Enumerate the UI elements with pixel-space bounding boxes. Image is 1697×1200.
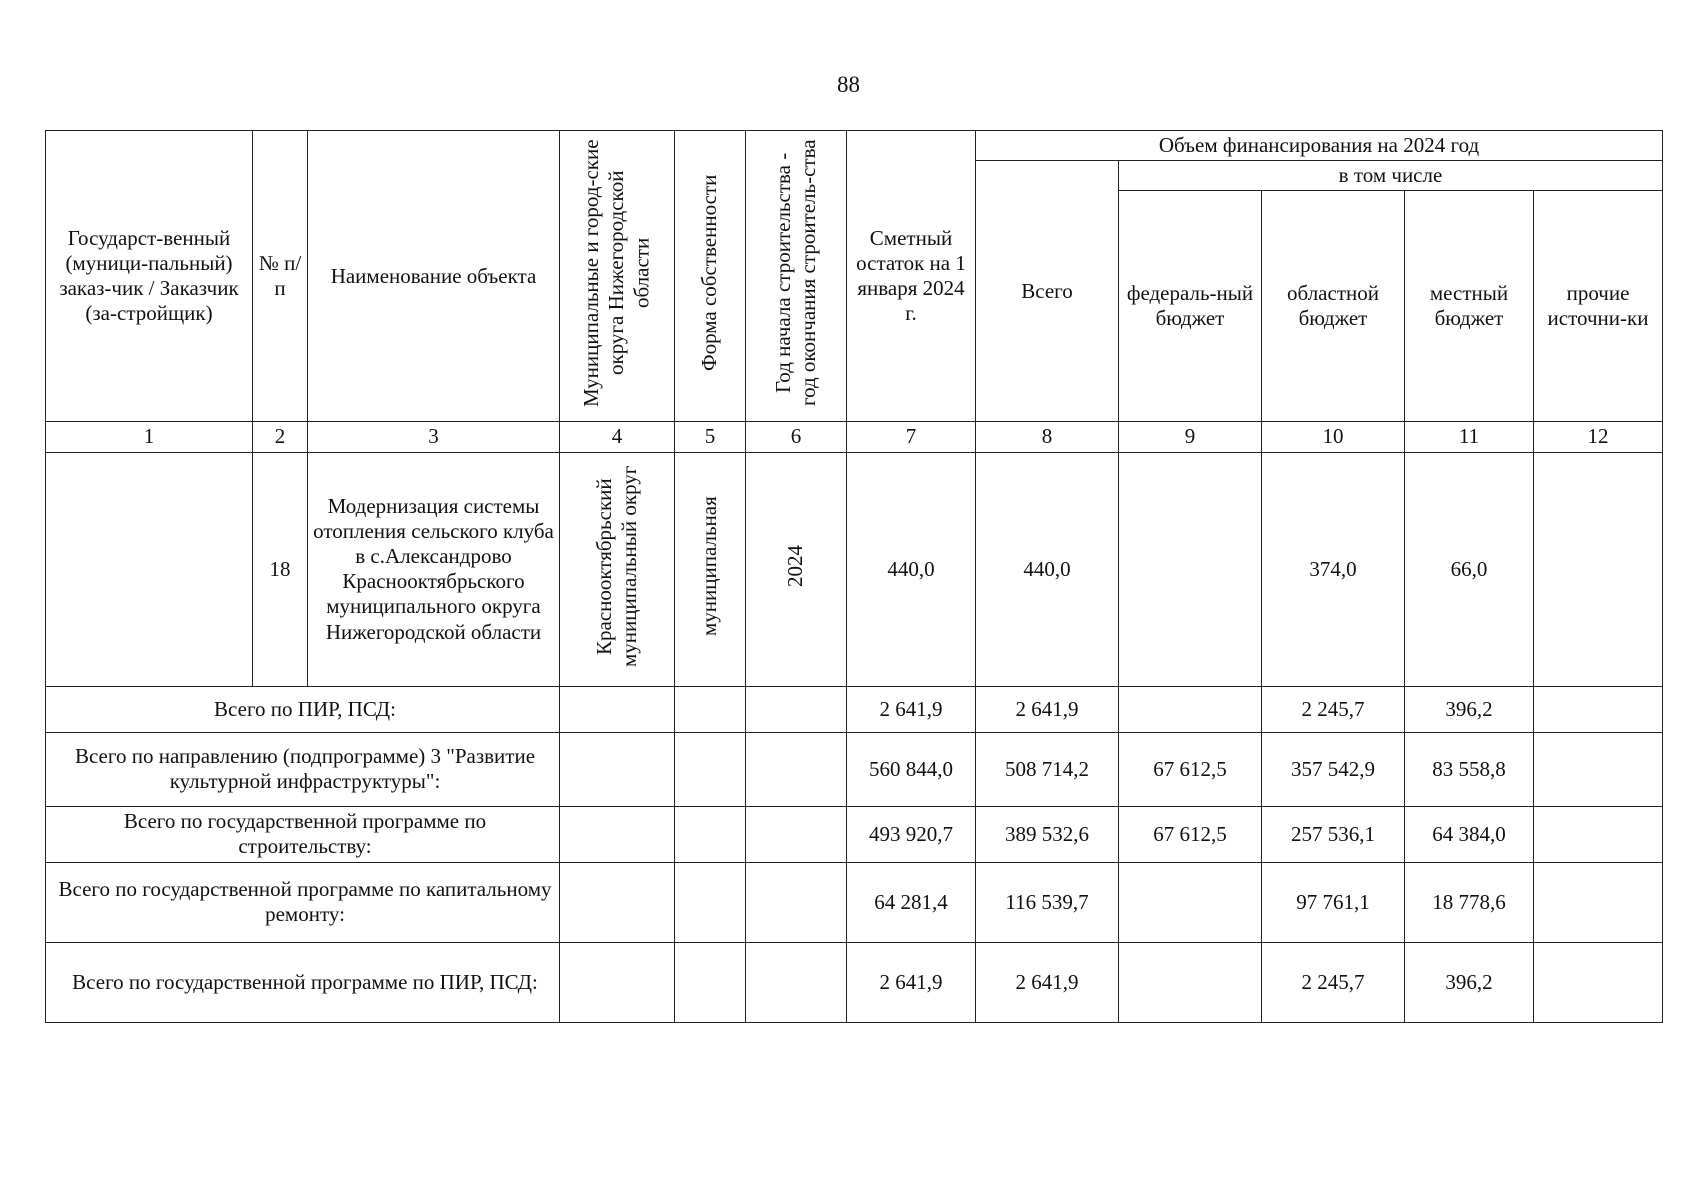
summary-estimate: 64 281,4 — [847, 862, 976, 942]
page-number: 88 — [837, 72, 860, 97]
summary-estimate: 493 920,7 — [847, 806, 976, 862]
header-ownership: Форма собственности — [697, 174, 722, 372]
header-funding: Объем финансирования на 2024 год — [976, 131, 1663, 161]
header-other: прочие источни-ки — [1534, 191, 1663, 422]
summary-total: 116 539,7 — [976, 862, 1119, 942]
summary-regional: 2 245,7 — [1262, 942, 1405, 1022]
summary-label: Всего по направлению (подпрограмме) 3 "Развитие культурной инфраструктуры": — [46, 732, 560, 806]
object-years: 2024 — [783, 545, 808, 588]
column-number: 8 — [976, 422, 1119, 452]
summary-label: Всего по государственной программе по капитальному ремонту: — [46, 862, 560, 942]
summary-regional: 2 245,7 — [1262, 686, 1405, 732]
object-total: 440,0 — [976, 452, 1119, 686]
summary-local: 396,2 — [1405, 942, 1534, 1022]
summary-row — [46, 806, 1663, 862]
column-number: 4 — [560, 422, 675, 452]
summary-regional: 97 761,1 — [1262, 862, 1405, 942]
column-number: 2 — [253, 422, 308, 452]
summary-local: 396,2 — [1405, 686, 1534, 732]
column-number: 1 — [46, 422, 253, 452]
summary-row — [46, 732, 1663, 806]
header-years: Год начала строительства - год окончания строитель-ства — [770, 139, 820, 407]
summary-federal: 67 612,5 — [1119, 806, 1262, 862]
summary-empty — [675, 862, 746, 942]
object-federal — [1119, 452, 1262, 686]
summary-other — [1534, 686, 1663, 732]
summary-other — [1534, 732, 1663, 806]
object-ownership-cell — [675, 452, 746, 686]
summary-empty — [560, 862, 675, 942]
summary-label: Всего по государственной программе по строительству: — [46, 806, 560, 862]
summary-estimate: 2 641,9 — [847, 686, 976, 732]
header-customer: Государст-венный (муници-пальный) заказ-чик / Заказчик (за-стройщик) — [46, 131, 253, 422]
header-federal: федераль-ный бюджет — [1119, 191, 1262, 422]
column-number: 7 — [847, 422, 976, 452]
summary-federal — [1119, 942, 1262, 1022]
summary-local: 18 778,6 — [1405, 862, 1534, 942]
summary-row — [46, 862, 1663, 942]
summary-local: 83 558,8 — [1405, 732, 1534, 806]
funding-table — [45, 130, 1663, 1023]
column-number: 12 — [1534, 422, 1663, 452]
header-ownership-cell — [675, 131, 746, 422]
summary-empty — [560, 942, 675, 1022]
header-municipality: Муниципальные и город-ские округа Нижегородской области — [579, 139, 654, 407]
header-regional: областной бюджет — [1262, 191, 1405, 422]
summary-total: 508 714,2 — [976, 732, 1119, 806]
object-other — [1534, 452, 1663, 686]
object-num: 18 — [253, 452, 308, 686]
object-municipality: Краснооктябрьский муниципальный округ — [591, 465, 641, 667]
object-row — [46, 452, 1663, 686]
summary-total: 389 532,6 — [976, 806, 1119, 862]
header-years-cell — [746, 131, 847, 422]
summary-empty — [746, 732, 847, 806]
header-including: в том числе — [1119, 161, 1663, 191]
summary-empty — [746, 862, 847, 942]
object-ownership: муниципальная — [697, 496, 722, 636]
summary-row — [46, 942, 1663, 1022]
object-estimate: 440,0 — [847, 452, 976, 686]
summary-empty — [746, 686, 847, 732]
column-number: 6 — [746, 422, 847, 452]
column-number: 10 — [1262, 422, 1405, 452]
object-regional: 374,0 — [1262, 452, 1405, 686]
summary-empty — [746, 942, 847, 1022]
summary-row — [46, 686, 1663, 732]
object-name: Модернизация системы отопления сельского клуба в с.Александрово Краснооктябрьского муниципального округа Нижегородской области — [308, 452, 560, 686]
summary-other — [1534, 942, 1663, 1022]
header-estimate: Сметный остаток на 1 января 2024 г. — [847, 131, 976, 422]
summary-local: 64 384,0 — [1405, 806, 1534, 862]
summary-empty — [560, 732, 675, 806]
summary-empty — [675, 942, 746, 1022]
summary-federal — [1119, 862, 1262, 942]
object-years-cell — [746, 452, 847, 686]
header-num: № п/п — [253, 131, 308, 422]
header-total: Всего — [976, 161, 1119, 422]
header-row-top — [46, 131, 1663, 161]
summary-other — [1534, 862, 1663, 942]
header-municipality-cell — [560, 131, 675, 422]
summary-label: Всего по ПИР, ПСД: — [46, 686, 560, 732]
object-local: 66,0 — [1405, 452, 1534, 686]
object-municipality-cell — [560, 452, 675, 686]
summary-empty — [746, 806, 847, 862]
header-name: Наименование объекта — [308, 131, 560, 422]
summary-total: 2 641,9 — [976, 942, 1119, 1022]
column-number-row — [46, 422, 1663, 452]
summary-empty — [675, 732, 746, 806]
summary-other — [1534, 806, 1663, 862]
summary-total: 2 641,9 — [976, 686, 1119, 732]
summary-empty — [675, 806, 746, 862]
summary-empty — [675, 686, 746, 732]
summary-federal: 67 612,5 — [1119, 732, 1262, 806]
summary-estimate: 560 844,0 — [847, 732, 976, 806]
summary-empty — [560, 686, 675, 732]
column-number: 5 — [675, 422, 746, 452]
summary-label: Всего по государственной программе по ПИР, ПСД: — [46, 942, 560, 1022]
column-number: 3 — [308, 422, 560, 452]
column-number: 11 — [1405, 422, 1534, 452]
summary-federal — [1119, 686, 1262, 732]
column-number: 9 — [1119, 422, 1262, 452]
summary-empty — [560, 806, 675, 862]
summary-regional: 357 542,9 — [1262, 732, 1405, 806]
summary-estimate: 2 641,9 — [847, 942, 976, 1022]
header-local: местный бюджет — [1405, 191, 1534, 422]
object-customer — [46, 452, 253, 686]
summary-regional: 257 536,1 — [1262, 806, 1405, 862]
